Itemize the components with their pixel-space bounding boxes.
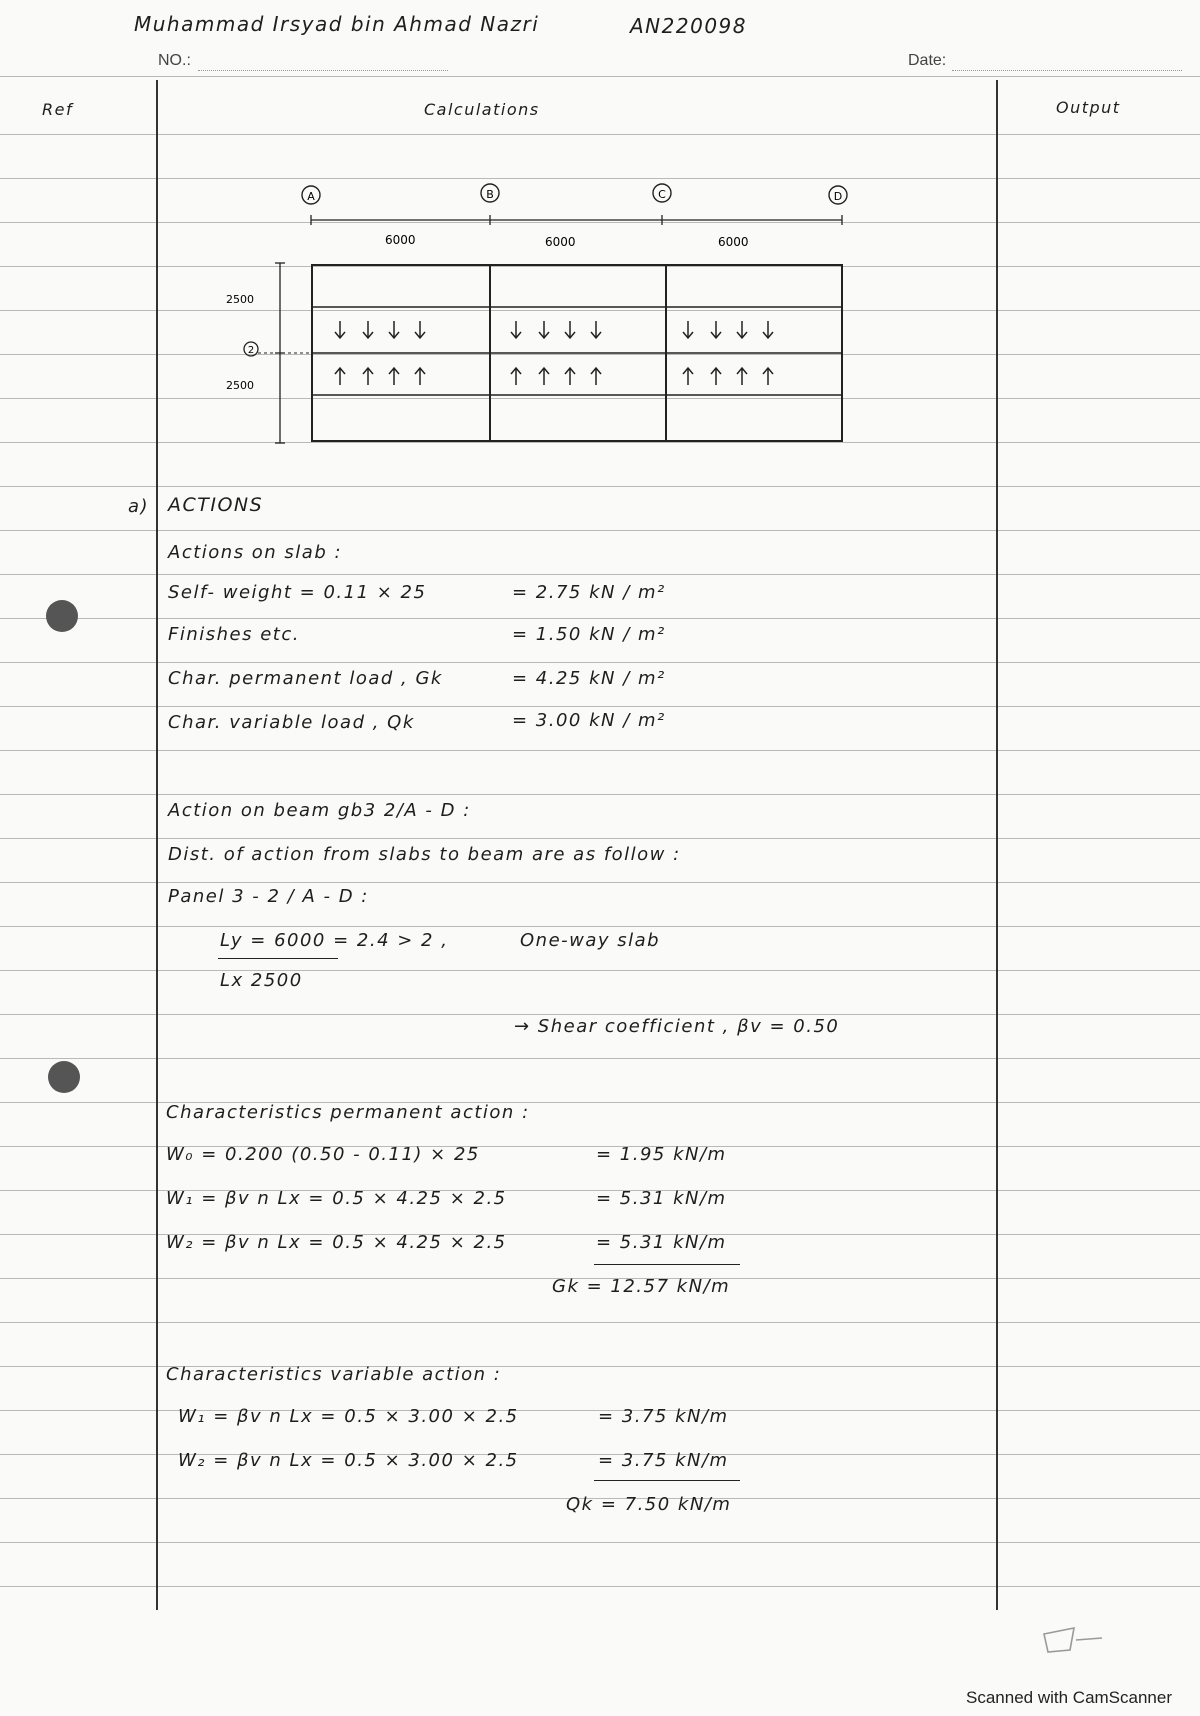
- w2-variable-line: W₂ = βv n Lx = 0.5 × 3.00 × 2.5: [178, 1450, 519, 1471]
- date-field-line: [952, 70, 1182, 71]
- beam-layout-diagram: [200, 175, 860, 455]
- grid-bubble-a: [302, 186, 320, 204]
- span-dimension-ab: 6000: [385, 233, 416, 247]
- span-dimension-cd: 6000: [718, 235, 749, 249]
- section-title: ACTIONS: [168, 494, 264, 516]
- w2-variable-value: = 3.75 kN/m: [598, 1450, 729, 1471]
- ratio-numerator: Ly = 6000 = 2.4 > 2 ,: [220, 930, 449, 951]
- output-column-rule: [996, 80, 998, 1610]
- ratio-bar: [218, 958, 338, 959]
- qk-slab-value: = 3.00 kN / m²: [512, 710, 666, 731]
- span-dimension-bc: 6000: [545, 235, 576, 249]
- grid-label-a: A: [307, 190, 315, 203]
- side-dimension-bottom: 2500: [226, 379, 254, 392]
- side-dimension-top: 2500: [226, 293, 254, 306]
- downward-load-arrows: [335, 321, 773, 338]
- section-label: a): [128, 496, 150, 517]
- date-label: Date:: [908, 52, 947, 69]
- grid-bubble-c: [653, 184, 671, 202]
- w1-permanent-value: = 5.31 kN/m: [596, 1188, 727, 1209]
- gk-slab-value: = 4.25 kN / m²: [512, 668, 666, 689]
- beam-action-heading: Action on beam gb3 2/A - D :: [168, 800, 471, 821]
- ref-heading: Ref: [42, 100, 74, 119]
- variable-action-heading: Characteristics variable action :: [166, 1364, 502, 1385]
- distribution-line: Dist. of action from slabs to beam are as follow :: [168, 844, 681, 865]
- w1-permanent-line: W₁ = βv n Lx = 0.5 × 4.25 × 2.5: [166, 1188, 507, 1209]
- grid-label-b: B: [486, 188, 494, 201]
- finishes-line: Finishes etc.: [168, 624, 300, 645]
- grid-label-c: C: [658, 188, 666, 201]
- upward-load-arrows: [335, 368, 773, 385]
- student-id: AN220098: [630, 14, 747, 38]
- ratio-denominator: Lx 2500: [220, 970, 303, 991]
- one-way-slab-note: One-way slab: [520, 930, 661, 951]
- camscanner-logo: [1040, 1620, 1110, 1660]
- qk-slab-line: Char. variable load , Qk: [168, 712, 415, 733]
- w2-permanent-value: = 5.31 kN/m: [596, 1232, 727, 1253]
- w0-permanent-value: = 1.95 kN/m: [596, 1144, 727, 1165]
- gk-sum-rule: [594, 1264, 740, 1265]
- gk-slab-line: Char. permanent load , Gk: [168, 668, 443, 689]
- shear-coefficient: → Shear coefficient , βv = 0.50: [514, 1016, 840, 1037]
- binder-hole: [48, 1061, 80, 1093]
- scanner-watermark: Scanned with CamScanner: [966, 1688, 1173, 1707]
- ref-column-rule: [156, 80, 158, 1610]
- w2-permanent-line: W₂ = βv n Lx = 0.5 × 4.25 × 2.5: [166, 1232, 507, 1253]
- no-label: NO.:: [158, 52, 191, 69]
- panel-label: Panel 3 - 2 / A - D :: [168, 886, 369, 907]
- w0-permanent-line: W₀ = 0.200 (0.50 - 0.11) × 25: [166, 1144, 480, 1165]
- output-heading: Output: [1056, 98, 1121, 117]
- w1-variable-line: W₁ = βv n Lx = 0.5 × 3.00 × 2.5: [178, 1406, 519, 1427]
- no-field-line: [198, 70, 448, 71]
- self-weight-line: Self- weight = 0.11 × 25: [168, 582, 427, 603]
- binder-hole: [46, 600, 78, 632]
- permanent-action-heading: Characteristics permanent action :: [166, 1102, 530, 1123]
- student-name: Muhammad Irsyad bin Ahmad Nazri: [134, 12, 540, 36]
- grid-bubble-b: [481, 184, 499, 202]
- grid-label-2: 2: [247, 345, 255, 356]
- grid-bubble-d: [829, 186, 847, 204]
- calculations-heading: Calculations: [424, 100, 540, 119]
- grid-label-d: D: [833, 190, 843, 203]
- finishes-value: = 1.50 kN / m²: [512, 624, 666, 645]
- gk-total: Gk = 12.57 kN/m: [552, 1276, 731, 1297]
- qk-total: Qk = 7.50 kN/m: [566, 1494, 732, 1515]
- w1-variable-value: = 3.75 kN/m: [598, 1406, 729, 1427]
- slab-actions-heading: Actions on slab :: [168, 542, 343, 563]
- qk-sum-rule: [594, 1480, 740, 1481]
- self-weight-value: = 2.75 kN / m²: [512, 582, 666, 603]
